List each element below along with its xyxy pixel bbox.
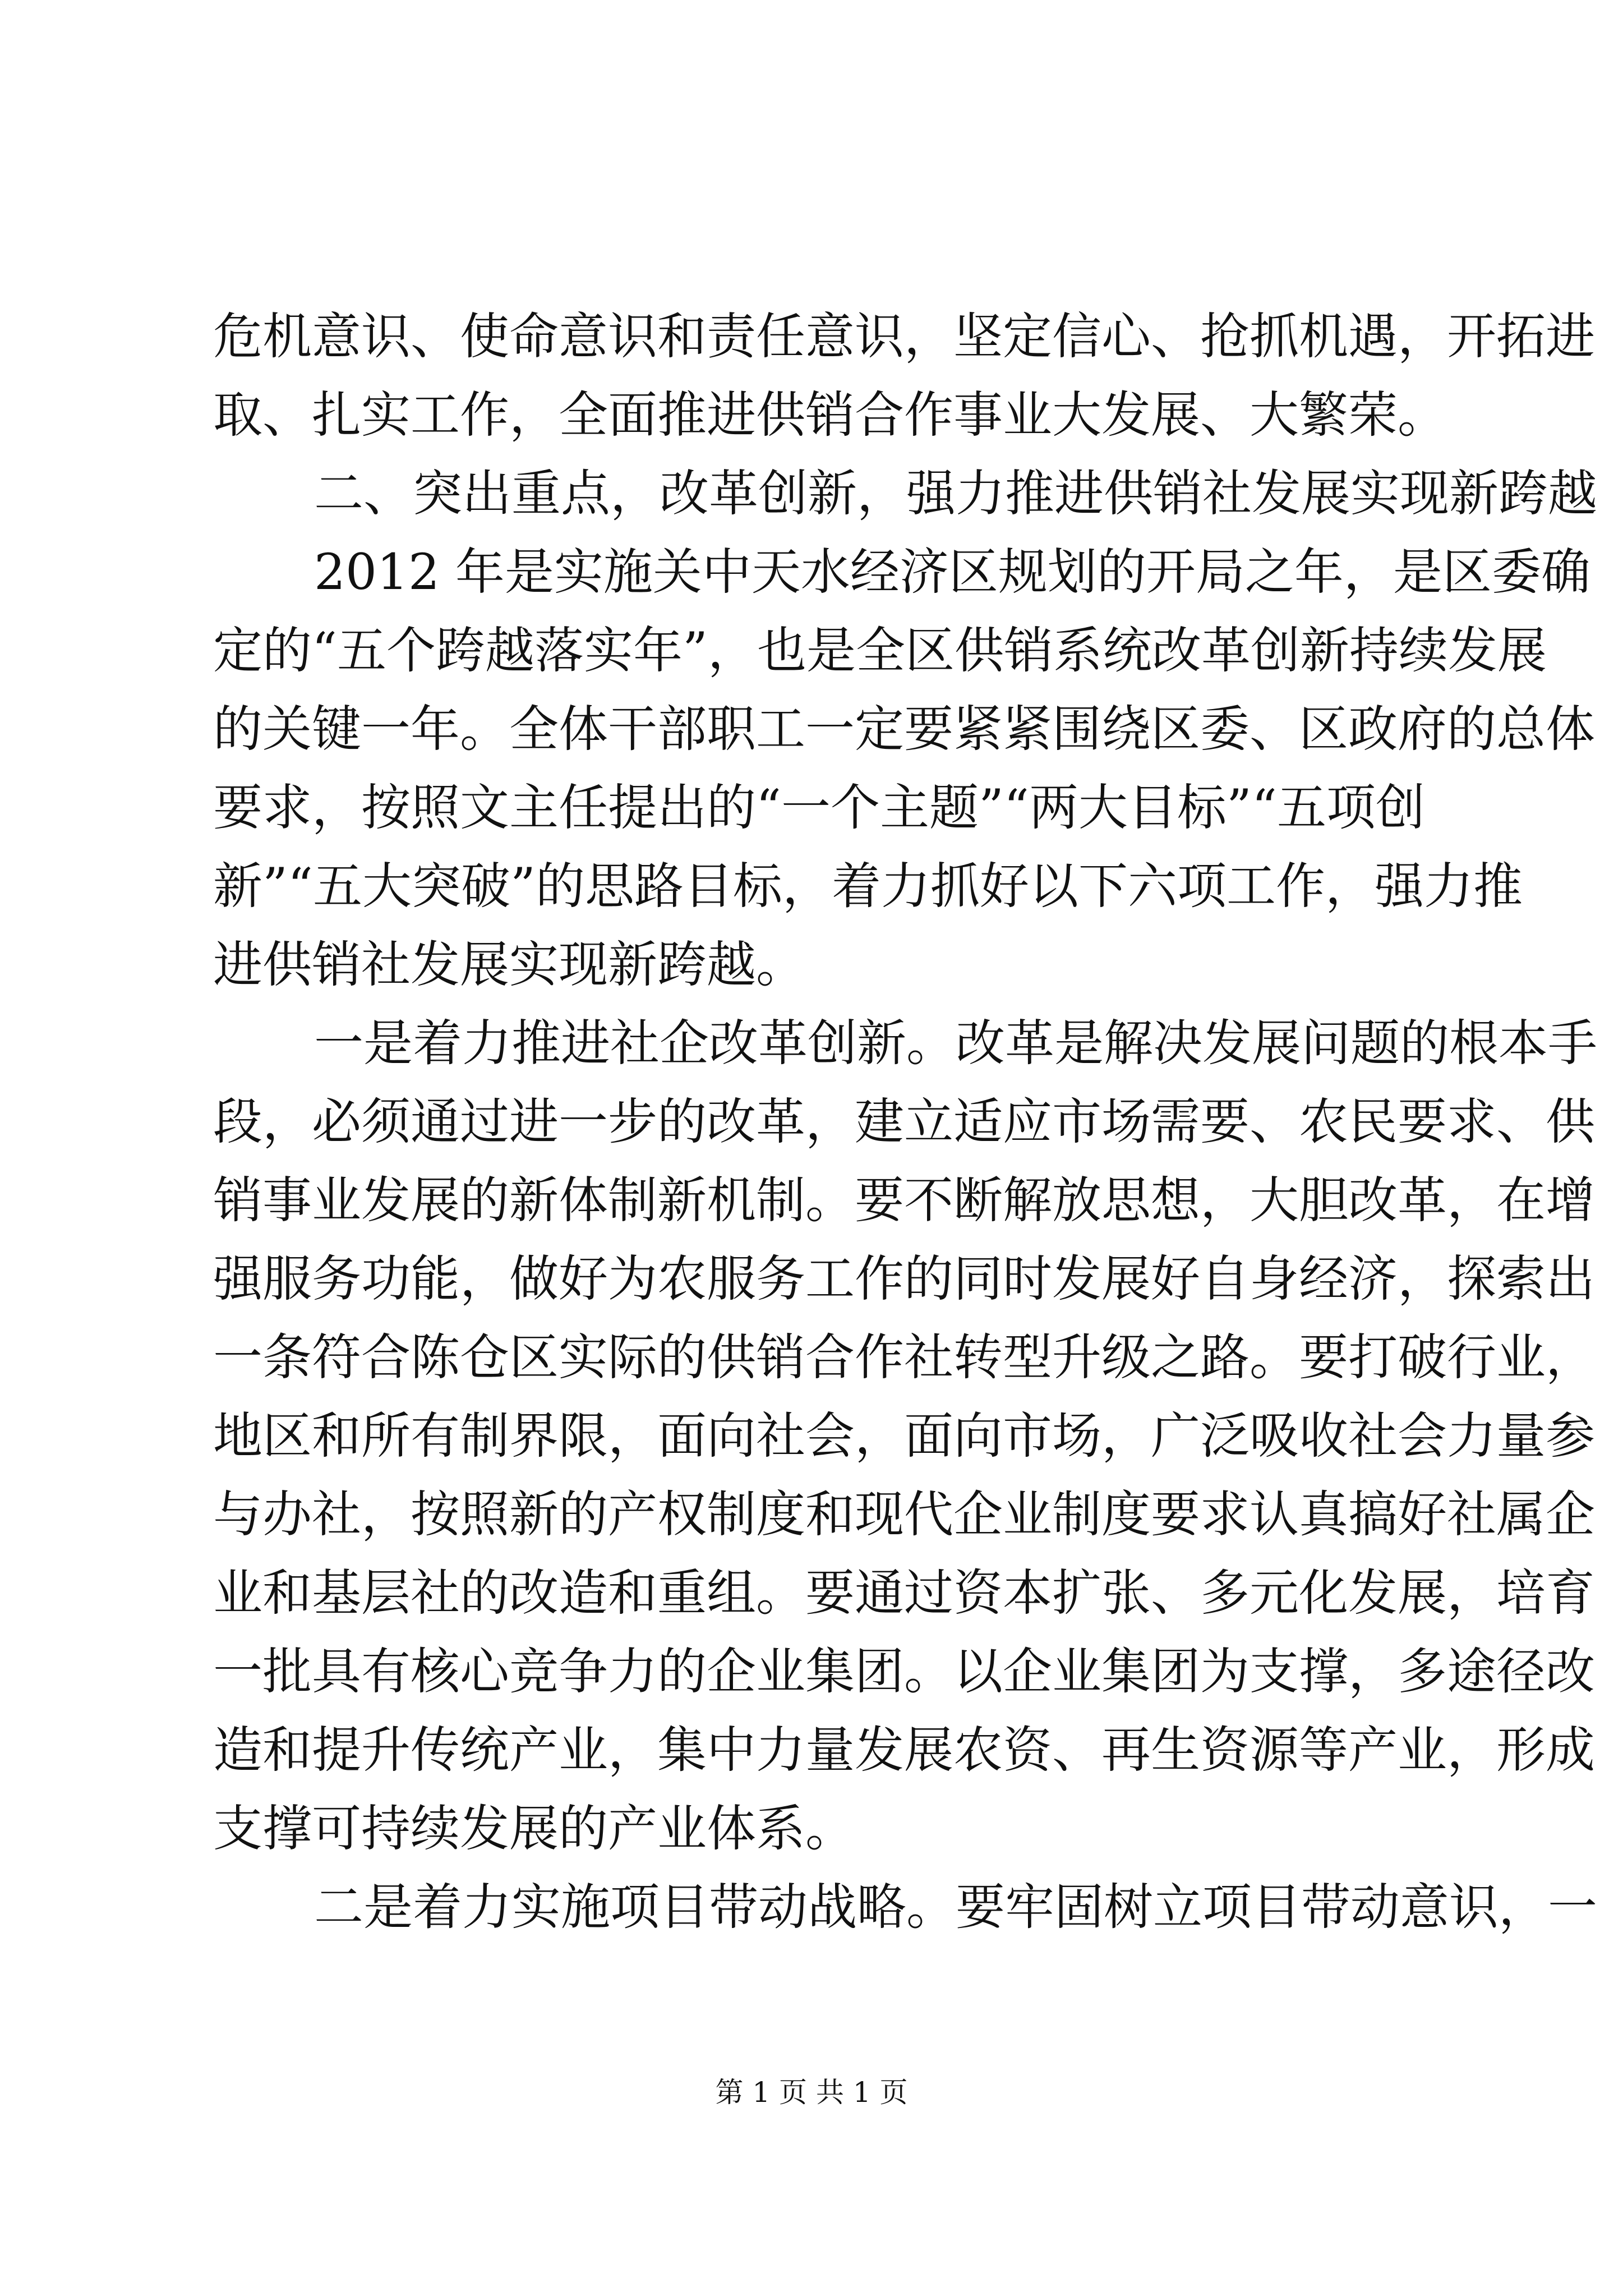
text-line: 定的“五个跨越落实年”，也是全区供销系统改革创新持续发展 (213, 622, 1547, 679)
section-heading: 二、突出重点，改革创新，强力推进供销社发展实现新跨越 (314, 464, 1598, 522)
text-line: 与办社，按照新的产权制度和现代企业制度要求认真搞好社属企 (213, 1485, 1596, 1543)
text-line: 地区和所有制界限，面向社会，面向市场，广泛吸收社会力量参 (213, 1407, 1596, 1465)
text-line: 的关键一年。全体干部职工一定要紧紧围绕区委、区政府的总体 (213, 700, 1596, 758)
text-line: 段，必须通过进一步的改革，建立适应市场需要、农民要求、供 (213, 1093, 1596, 1151)
text-line: 一批具有核心竞争力的企业集团。以企业集团为支撑，多途径改 (213, 1642, 1596, 1700)
text-line: 危机意识、使命意识和责任意识，坚定信心、抢抓机遇，开拓进 (213, 307, 1596, 365)
text-line: 销事业发展的新体制新机制。要不断解放思想，大胆改革，在增 (213, 1171, 1596, 1229)
text-line: 2012 年是实施关中天水经济区规划的开局之年，是区委确 (314, 543, 1590, 601)
text-line: 取、扎实工作，全面推进供销合作事业大发展、大繁荣。 (213, 386, 1447, 444)
text-line: 支撑可持续发展的产业体系。 (213, 1800, 855, 1857)
text-line: 要求，按照文主任提出的“一个主题”“两大目标”“五项创 (213, 779, 1425, 836)
text-line: 进供销社发展实现新跨越。 (213, 936, 806, 993)
text-line: 强服务功能，做好为农服务工作的同时发展好自身经济，探索出 (213, 1250, 1596, 1308)
text-line: 造和提升传统产业，集中力量发展农资、再生资源等产业，形成 (213, 1721, 1596, 1779)
text-line: 业和基层社的改造和重组。要通过资本扩张、多元化发展，培育 (213, 1564, 1596, 1622)
page-number-footer: 第 1 页 共 1 页 (715, 2076, 908, 2109)
text-line: 二是着力实施项目带动战略。要牢固树立项目带动意识，一 (314, 1878, 1598, 1936)
text-line: 新”“五大突破”的思路目标，着力抓好以下六项工作，强力推 (213, 857, 1523, 915)
text-line: 一条符合陈仓区实际的供销合作社转型升级之路。要打破行业， (213, 1328, 1596, 1386)
text-line: 一是着力推进社企改革创新。改革是解决发展问题的根本手 (314, 1014, 1598, 1072)
